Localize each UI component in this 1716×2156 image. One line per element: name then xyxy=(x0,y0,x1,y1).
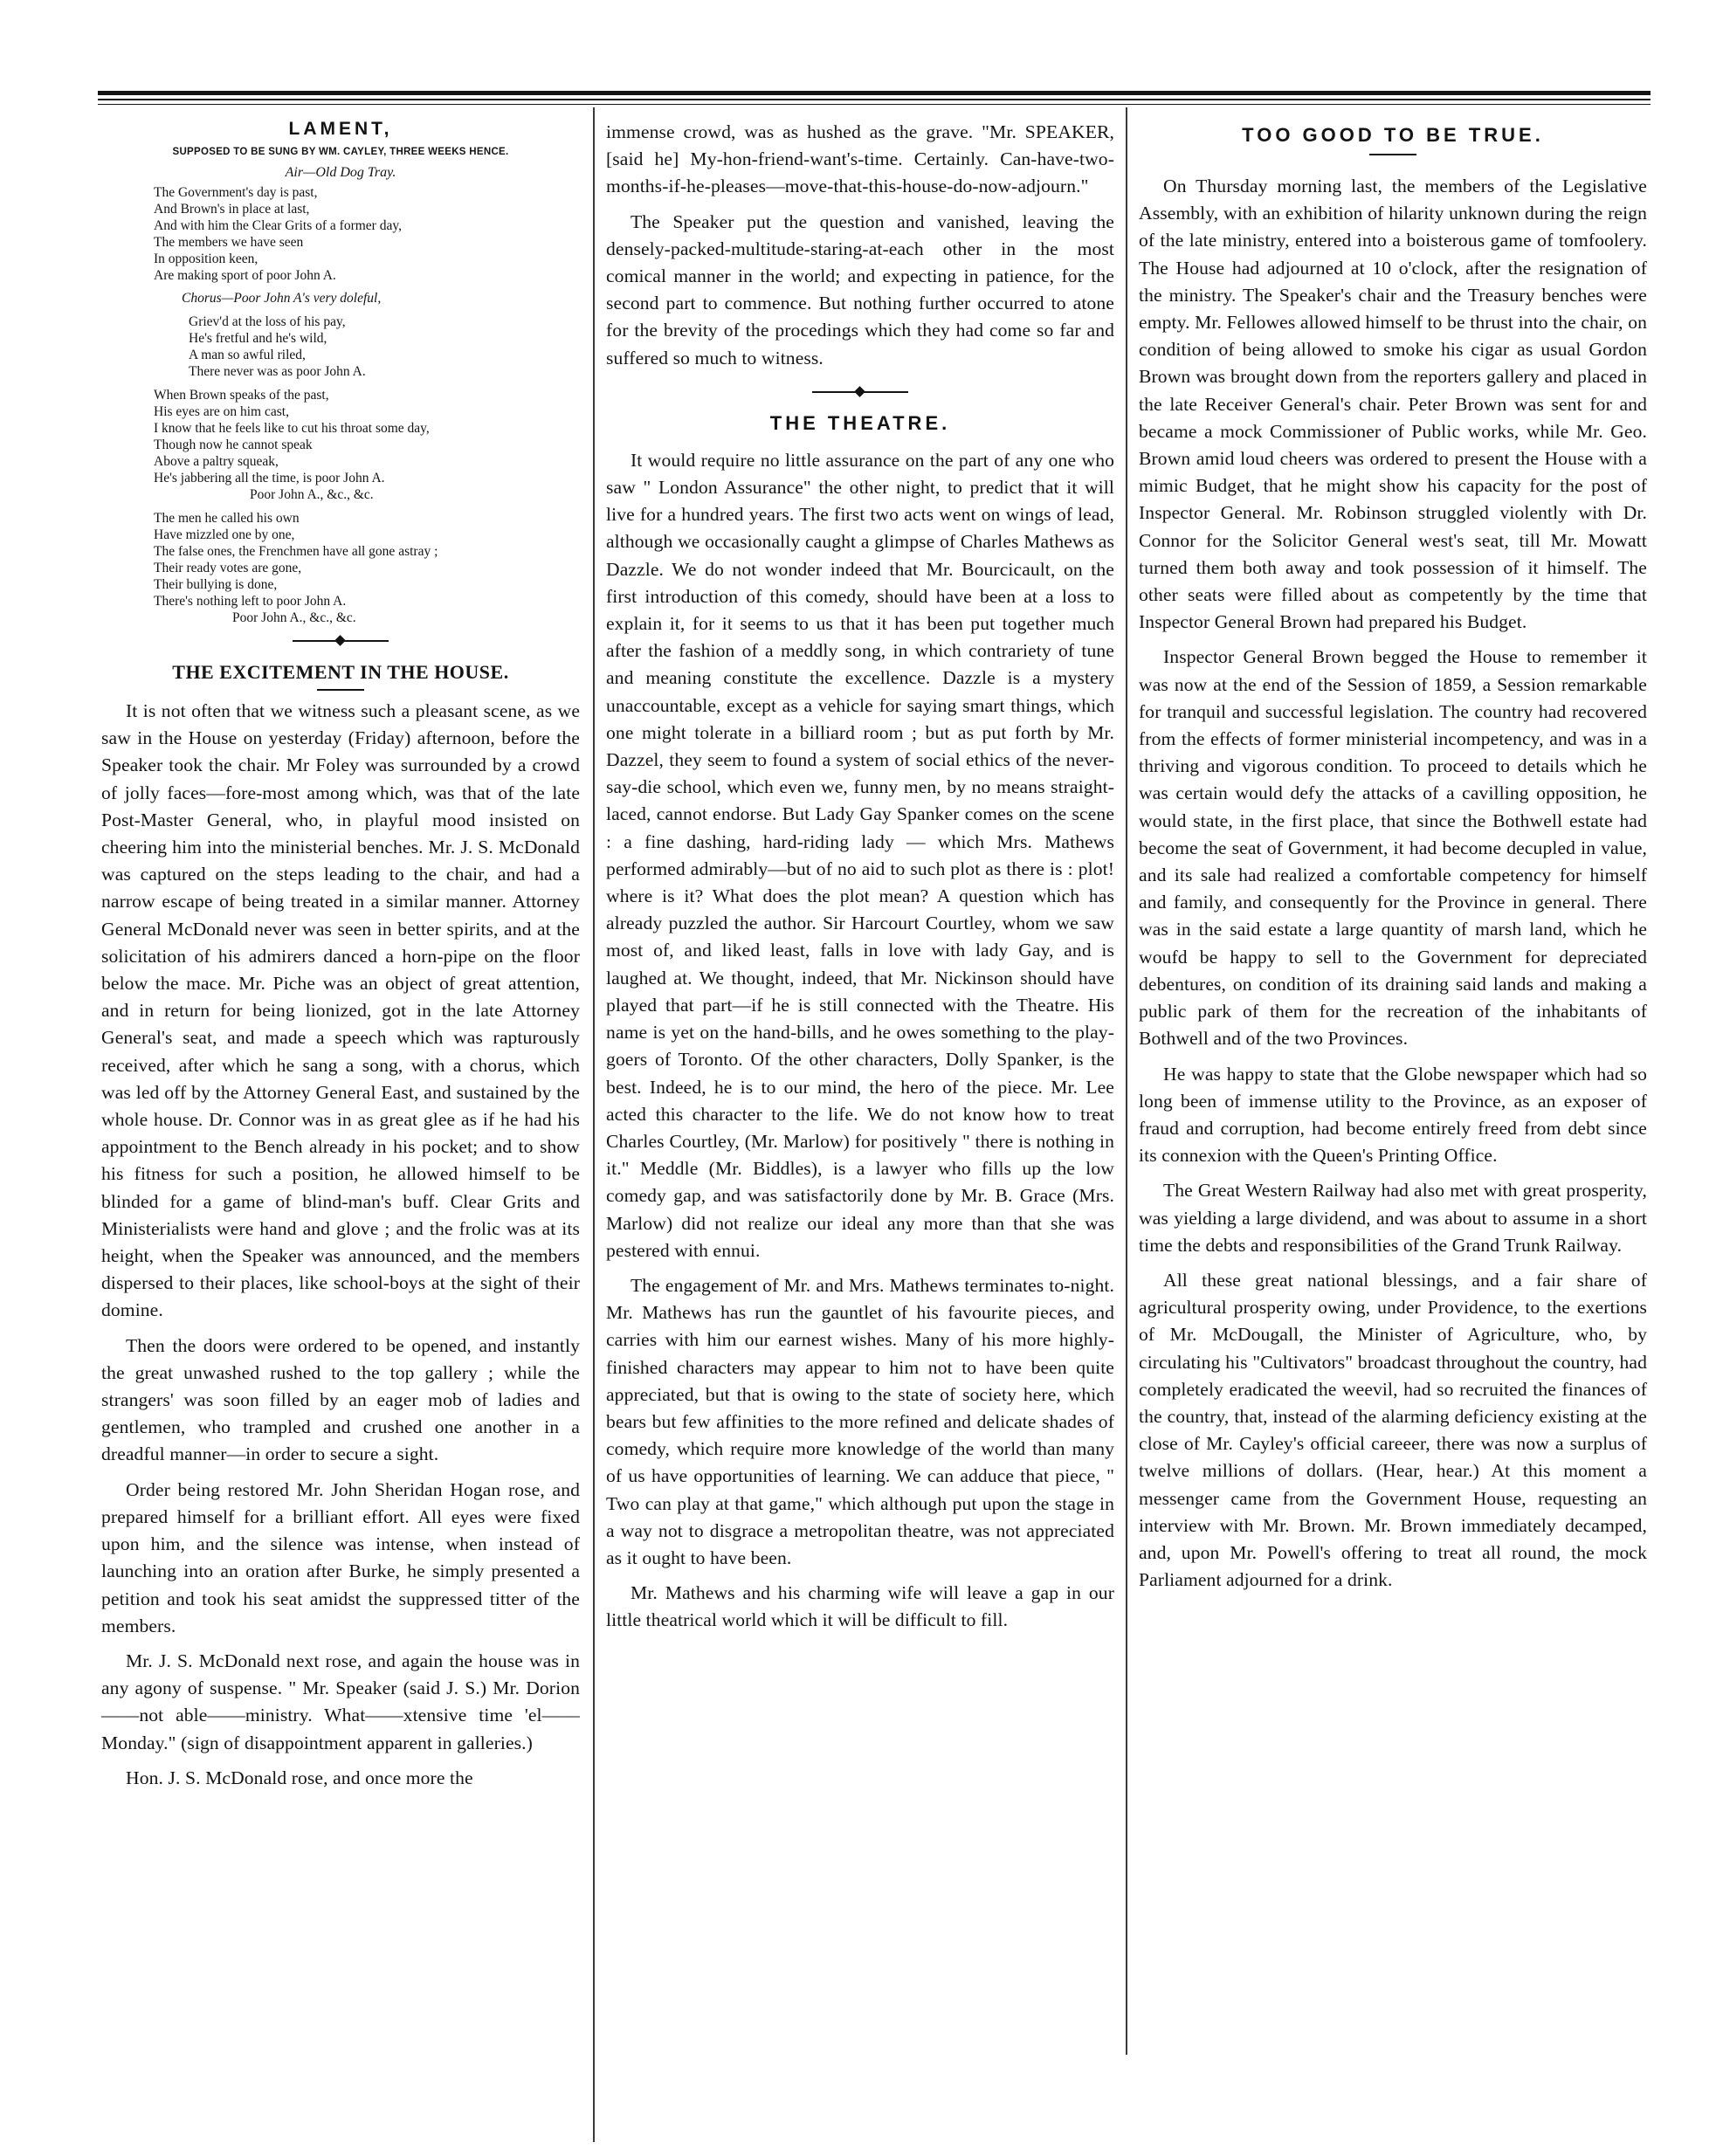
excitement-paragraph: It is not often that we witness such a pleasant scene, as we saw in the House on yesterday (Friday) afternoon, before the Speaker took the chair. Mr Foley was surrounded by a crowd of jolly faces—fore-most among which, was that of the late Post-Master General, who, in playful mood insisted on cheering him into the ministerial benches. Mr. J. S. McDonald was captured on the steps leading to the chair, and had a narrow escape of being treated in a similar manner. Attorney General McDonald never was seen in better spirits, and at the solicitation of his admirers danced a horn-pipe on the floor below the mace. Mr. Piche was an object of great attention, and in return for being lionized, got in the late Attorney General's seat, and made a speech which was rapturously received, after which he sang a song, with a chorus, which was led off by the Attorney General East, and sustained by the whole house. Dr. Connor was in as great glee as if he had his appointment to the Bench already in his pocket; and to show his fitness for such a position, he allowed himself to be blinded for a game of blind-man's buff. Clear Grits and Ministerialists were hand and glove ; and the frolic was at its height, when the Speaker was announced, and the members dispersed to their places, like school-boys at the sight of their domine. xyxy=(101,700,580,1321)
continued-paragraph: immense crowd, was as hushed as the grave. "Mr. SPEAKER, [said he] My-hon-friend-want's-time. Certainly. Can-have-two-months-if-he-pleases—move-that-this-house-do-now-adjourn." xyxy=(606,121,1114,197)
verse-line: There never was as poor John A. xyxy=(189,364,366,379)
verse-line: When Brown speaks of the past, xyxy=(154,388,329,403)
excitement-paragraph: Order being restored Mr. John Sheridan Hogan rose, and prepared himself for a brilliant effort. All eyes were fixed upon him, and the silence was intense, when instead of launching into an oration after Burke, he simply presented a petition and took his seat amidst the suppressed titter of the members. xyxy=(101,1478,580,1636)
lament-stanza-1 xyxy=(101,184,580,284)
theatre-paragraph: The engagement of Mr. and Mrs. Mathews terminates to-night. Mr. Mathews has run the gauntlet of his favourite pieces, and carries with him our earnest wishes. Many of his more highly-finished characters may appear to him not to have been quite appreciated, but that is owing to the state of society here, which bears but few affinities to the more refined and delicate shades of comedy, which require more knowledge of the world than many of us have opportunities of learning. We can adduce that piece, " Two can play at that game," which although put upon the stage in a way not to disgrace a metropolitan theatre, was not appreciated as it ought to have been. xyxy=(606,1274,1114,1568)
masthead-rule-thick xyxy=(98,91,1651,95)
verse-line: His eyes are on him cast, xyxy=(154,404,289,419)
theatre-paragraph: Mr. Mathews and his charming wife will leave a gap in our little theatrical world which it will be difficult to fill. xyxy=(606,1582,1114,1631)
section-ornament xyxy=(812,386,908,398)
verse-line: In opposition keen, xyxy=(154,251,258,266)
title-underline xyxy=(317,689,364,691)
too-good-paragraph: Inspector General Brown begged the House to remember it was now at the end of the Session of 1859, a Session remarkable for tranquil and successful legislation. The country had recovered from the effects of former ministerial incompetency, and was in a thriving and vigorous condition. To proceed to details which he was certain would defy the attacks of a cavilling opposition, he would state, in the first place, that since the Bothwell estate had become the seat of Government, it had become decupled in value, and its sale had realized a comfortable competency for himself and family, and consequently for the Province in general. There was in the said estate a large quantity of marsh land, which he woufd be happy to sell to the Government for depreciated debentures, on condition of its draining said lands and making a public park of them for the recreation of the inhabitants of Bothwell and of the two Provinces. xyxy=(1139,646,1647,1050)
column-divider-right xyxy=(1126,107,1127,2055)
verse-line: There's nothing left to poor John A. xyxy=(154,594,347,609)
verse-line: The false ones, the Frenchmen have all gone astray ; xyxy=(154,544,438,559)
lament-air: Air—Old Dog Tray. xyxy=(285,165,396,180)
verse-line: He's jabbering all the time, is poor John A. xyxy=(154,471,385,486)
masthead-rule-thin xyxy=(98,99,1651,100)
column-left xyxy=(101,112,580,1800)
too-good-paragraph: The Great Western Railway had also met with great prosperity, was yielding a large dividend, and was about to assume in a short time the debts and responsibilities of the Grand Trunk Railway. xyxy=(1139,1180,1647,1256)
verse-line: And Brown's in place at last, xyxy=(154,202,310,217)
column-right xyxy=(1139,124,1647,1602)
verse-line: Have mizzled one by one, xyxy=(154,527,295,542)
excitement-paragraph: Hon. J. S. McDonald rose, and once more the xyxy=(126,1767,473,1788)
verse-refrain: Poor John A., &c., &c. xyxy=(250,487,374,502)
masthead-rule-thin-lower xyxy=(98,104,1651,105)
column-middle xyxy=(606,119,1114,1643)
verse-line: Their ready votes are gone, xyxy=(154,561,302,575)
verse-line: Above a paltry squeak, xyxy=(154,454,279,469)
title-underline xyxy=(1369,154,1416,155)
verse-line: A man so awful riled, xyxy=(189,348,306,362)
verse-refrain: Poor John A., &c., &c. xyxy=(232,610,356,625)
lament-stanza-3 xyxy=(101,510,580,626)
theatre-paragraph: It would require no little assurance on the part of any one who saw " London Assurance" the other night, to predict that it will live for a hundred years. The first two acts went on wings of lead, although we occasionally caught a glimpse of Charles Mathews as Dazzle. We do not wonder indeed that Mr. Bourcicault, on the first introduction of this comedy, should have been at a loss to explain it, for it seems to us that it has been put together much after the fashion of a meddly song, in which contrariety of tune and meaning constitute the excellence. Dazzle is a mystery unaccountable, except as a vehicle for saying smart things, which one might tolerate in a billiard room ; but as put forth by Mr. Dazzel, they seem to found a system of social ethics of the never-say-die school, which even we, funny men, by no means straight-laced, cannot endorse. But Lady Gay Spanker comes on the scene : a fine dashing, hard-riding lady — which Mrs. Mathews performed admirably—but of no aid to such plot as there is : plot! where is it? What does the plot mean? A question which has already puzzled the author. Sir Harcourt Courtley, whom we saw most of, and liked least, falls in love with lady Gay, and is laughed at. We thought, indeed, that Mr. Nickinson should have played that part—if he is still connected with the Theatre. His name is yet on the hand-bills, and he owes something to the play-goers of Toronto. Of the other characters, Dolly Spanker, is the best. Indeed, he is to our mind, the hero of the piece. Mr. Lee acted this character to the life. We do not know how to treat Charles Courtley, (Mr. Marlow) for positively " there is nothing in it." Meddle (Mr. Biddles), is a lawyer who fills up the low comedy gap, and was satisfactorily done by Mr. B. Grace (Mrs. Marlow) did not realize our ideal any more than that she was pestered with ennui. xyxy=(606,449,1114,1261)
section-ornament xyxy=(293,635,389,647)
verse-line: Though now he cannot speak xyxy=(154,437,313,452)
lament-chorus xyxy=(101,313,580,380)
too-good-title: TOO GOOD TO BE TRUE. xyxy=(1242,124,1544,146)
verse-line: Are making sport of poor John A. xyxy=(154,268,336,283)
excitement-paragraph: Mr. J. S. McDonald next rose, and again the house was in any agony of suspense. " Mr. Speaker (said J. S.) Mr. Dorion——not able——ministry. What——xtensive time 'el——Monday." (sign of disappointment apparent in galleries.) xyxy=(101,1650,580,1753)
too-good-paragraph: He was happy to state that the Globe newspaper which had so long been of immense utility to the Province, as an exposer of fraud and corruption, had become entirely freed from debt since its connexion with the Queen's Printing Office. xyxy=(1139,1063,1647,1167)
too-good-paragraph: On Thursday morning last, the members of the Legislative Assembly, with an exhibition of hilarity unknown during the reign of the late ministry, entered into a boisterous game of tomfoolery. The House had adjourned at 10 o'clock, after the resignation of the ministry. The Speaker's chair and the Treasury benches were empty. Mr. Fellowes allowed himself to be thrust into the chair, on condition of being allowed to smoke his cigar as usual Gordon Brown was brought down from the reporters gallery and placed in the late Receiver General's chair. Peter Brown was sent for and became a mock Commissioner of Public works, while Mr. Geo. Brown amid loud cheers was ordered to present the House with a mimic Budget, that he might show his capacity for the post of Inspector General. Mr. Robinson struggled violently with Dr. Connor for the Solicitor General west's seat, till Mr. Mowatt turned them both away and took possession of it himself. The other seats were filled about as competently by the time that Inspector General Brown had prepared his Budget. xyxy=(1139,176,1647,633)
theatre-title: THE THEATRE. xyxy=(769,411,951,434)
verse-line: The Government's day is past, xyxy=(154,185,318,200)
lament-subtitle: SUPPOSED TO BE SUNG BY WM. CAYLEY, THREE WEEKS HENCE. xyxy=(172,147,509,157)
excitement-title: THE EXCITEMENT IN THE HOUSE. xyxy=(172,661,509,683)
column-divider-left xyxy=(593,107,595,2142)
lament-title: LAMENT, xyxy=(288,119,393,139)
continued-paragraph: The Speaker put the question and vanished, leaving the densely-packed-multitude-staring-at-each other in the most comical manner in the world; and expecting in patience, for the second part to commence. But nothing further occurred to atone for the brevity of the procedings which they had come so far and suffered so much to witness. xyxy=(606,210,1114,369)
verse-line: And with him the Clear Grits of a former day, xyxy=(154,218,402,233)
verse-line: He's fretful and he's wild, xyxy=(189,331,327,346)
verse-line: Their bullying is done, xyxy=(154,577,278,592)
verse-line: Griev'd at the loss of his pay, xyxy=(189,314,346,329)
lament-chorus-label: Chorus—Poor John A's very doleful, xyxy=(182,291,382,306)
lament-stanza-2 xyxy=(101,387,580,503)
verse-line: The men he called his own xyxy=(154,511,300,526)
verse-line: I know that he feels like to cut his throat some day, xyxy=(154,421,430,436)
excitement-paragraph: Then the doors were ordered to be opened, and instantly the great unwashed rushed to the top gallery ; while the strangers' was soon filled by an eager mob of ladies and gentlemen, who trampled and crushed one another in a dreadful manner—in order to secure a sight. xyxy=(101,1334,580,1465)
too-good-paragraph: All these great national blessings, and a fair share of agricultural prosperity owing, under Providence, to the exertions of Mr. McDougall, the Minister of Agriculture, who, by circulating his "Cultivators" broadcast throughout the country, had completely eradicated the weevil, had so recruited the finances of the country, that, instead of the alarming deficiency existing at the close of Mr. Cayley's official careeer, there was now a surplus of twelve millions of dollars. (Hear, hear.) At this moment a messenger came from the Government House, requesting an interview with Mr. Brown. Mr. Brown immediately decamped, and, upon Mr. Powell's offering to treat all round, the mock Parliament adjourned for a drink. xyxy=(1139,1269,1647,1591)
verse-line: The members we have seen xyxy=(154,235,304,250)
